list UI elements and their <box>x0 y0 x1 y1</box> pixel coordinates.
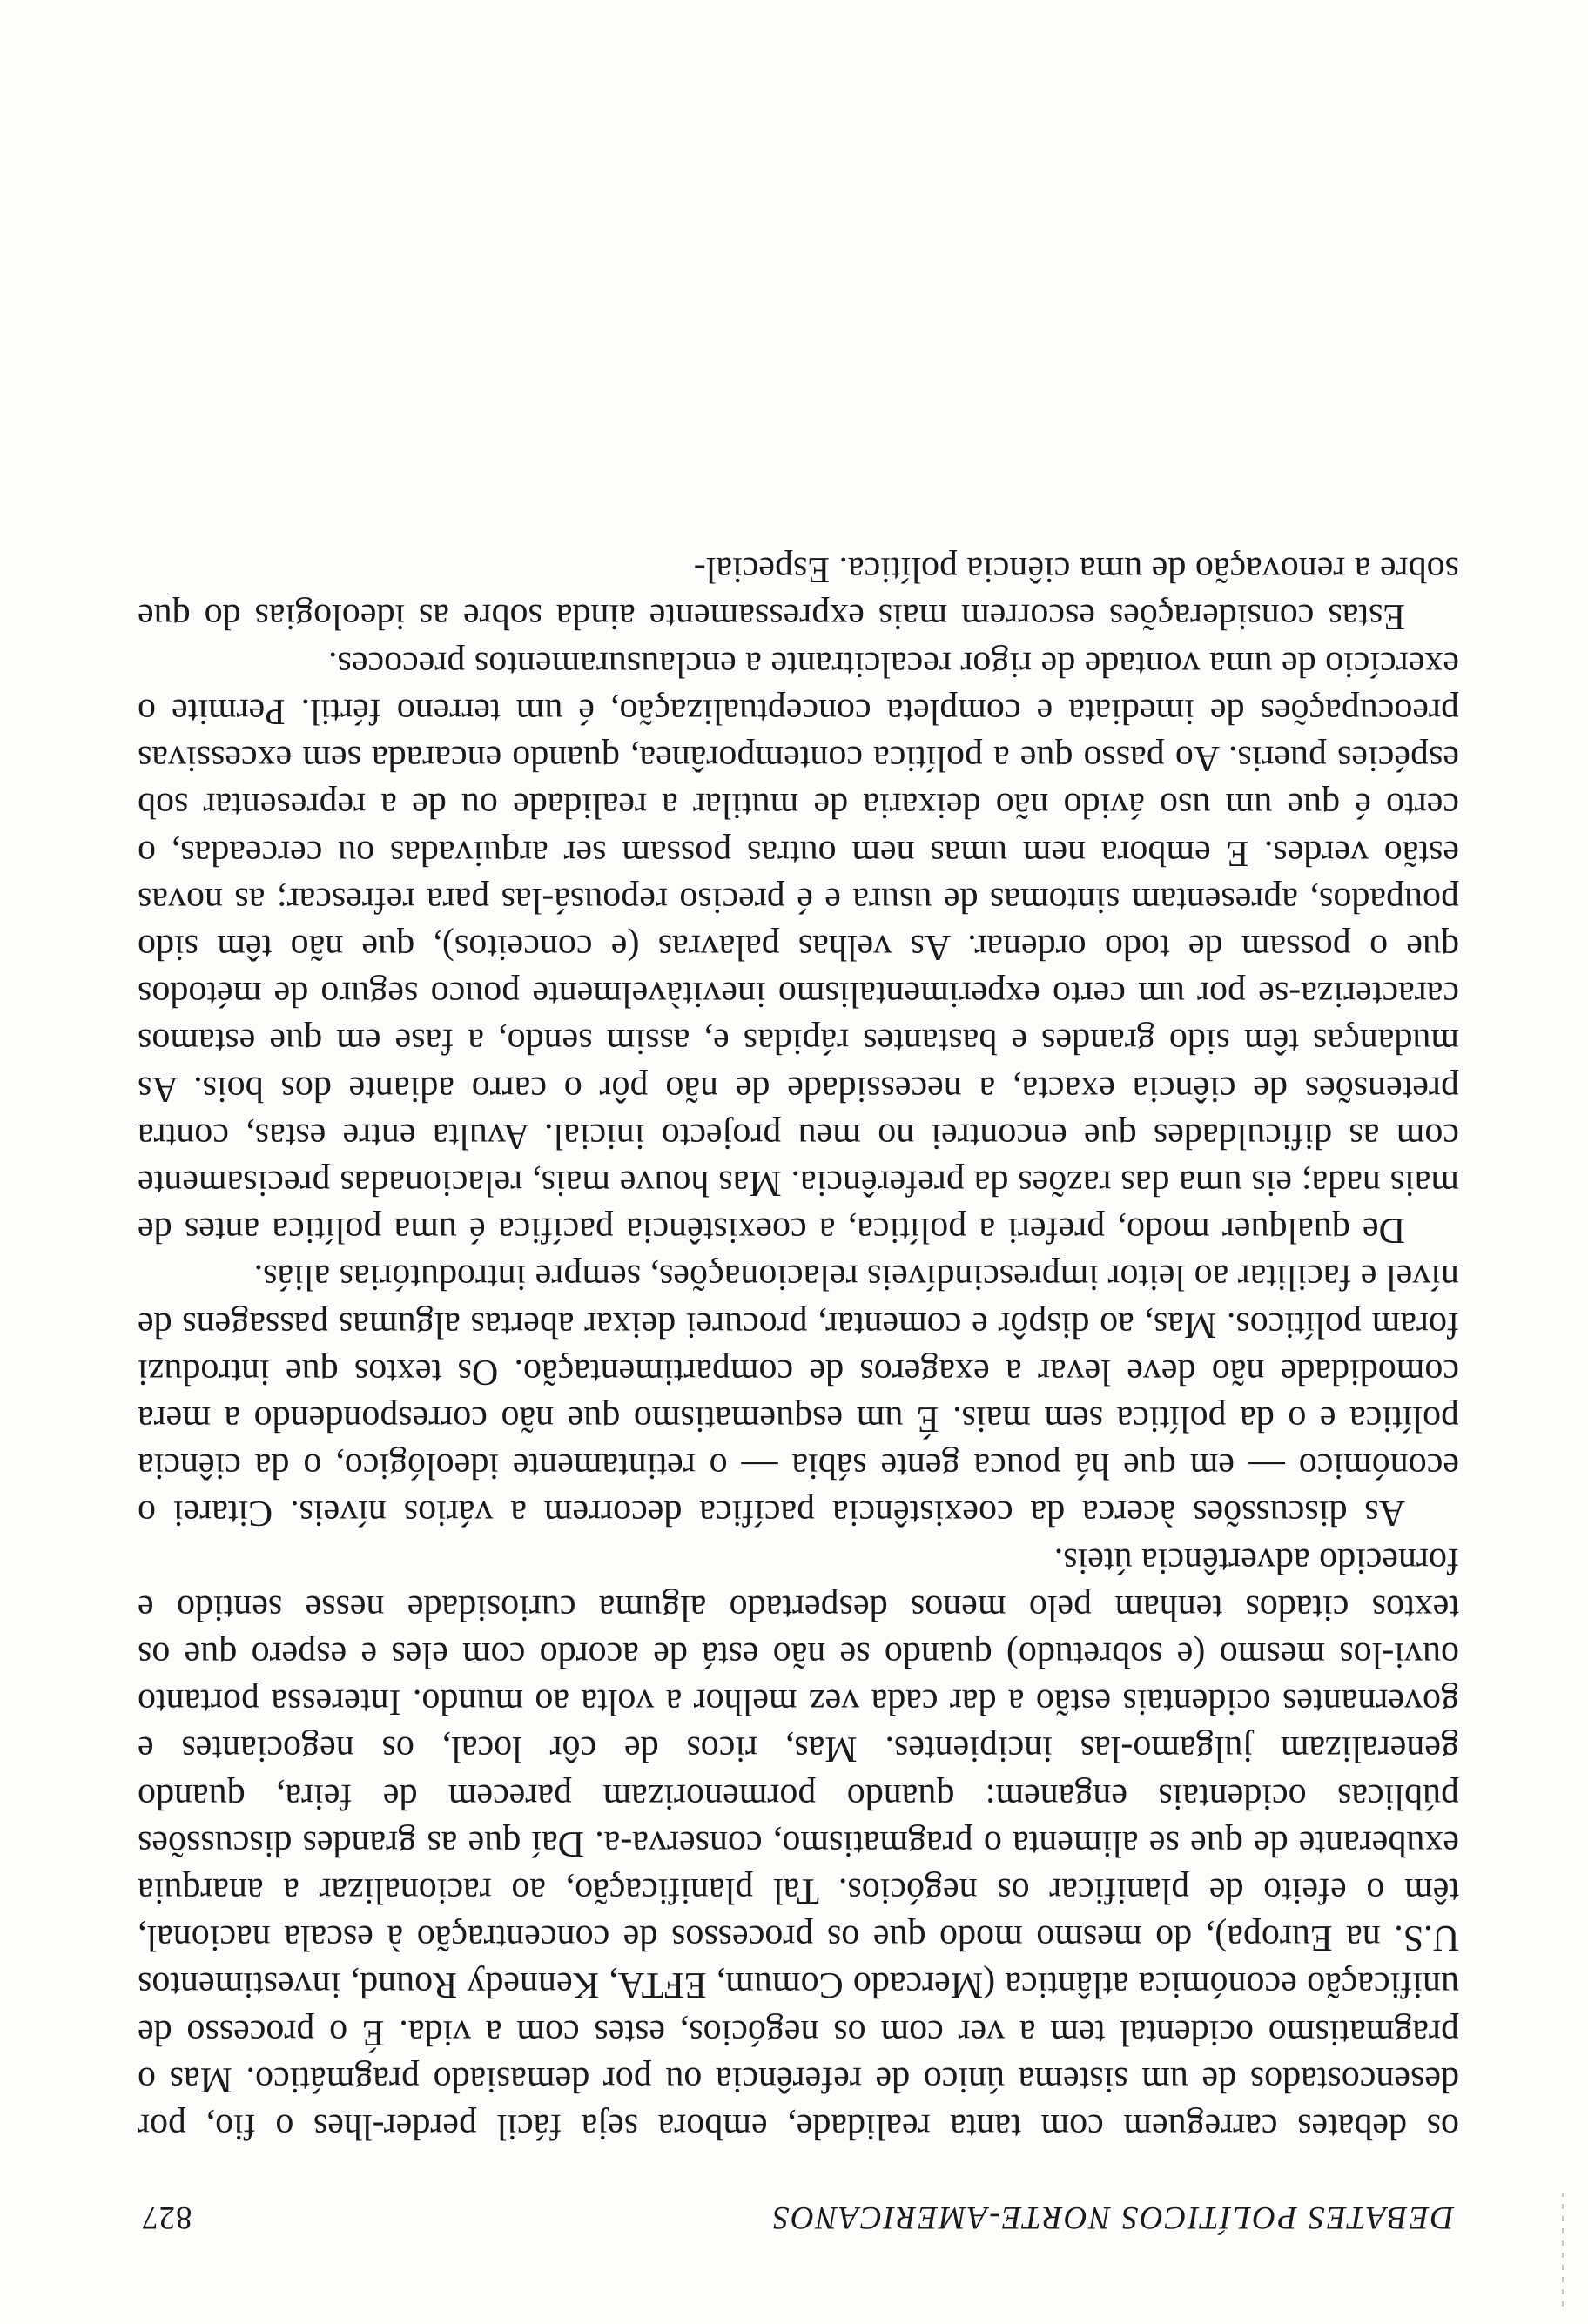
paragraph-continuation: os debates carreguem com tanta realidade, embora seja fácil perder-lhes o fio, por desencostados de um sistema único de referência ou por demasiado pragmático. Mas o pragmatismo ocidental tem a ver com os negócios, estes com a vida. É o processo de unificação económica atlântica (Mercado Comum, EFTA, Kennedy Round, investimentos U.S. na Europa), do mesmo modo que os processos de concentração à escala nacional, têm o efeito de planificar os negócios. Tal planificação, ao racionalizar a anarquia exuberante de que se alimenta o pragmatismo, conserva-a. Daí que as grandes discussões públicas ocidentais enganem: quando pormenorizam parecem de feira, quando generalizam julgamo-las incipientes. Mas, ricos de côr local, os negociantes e governantes ocidentais estão a dar cada vez melhor a volta ao mundo. Interessa portanto ouvi-los mesmo (e sobretudo) quando se não está de acordo com eles e espero que os textos citados tenham pelo menos despertado alguma curiosidade nesse sentido e fornecido advertência úteis. <box>138 1540 1459 2146</box>
scan-margin-mark <box>1562 2193 1564 2307</box>
text-block <box>138 546 1459 2247</box>
paragraph: Estas considerações escorrem mais expressamente ainda sobre as ideologias do que sobre a renovação de uma ciência política. Especial- <box>138 549 1459 637</box>
page-number: 827 <box>141 2200 192 2235</box>
body-text <box>138 546 1459 2150</box>
running-head <box>138 2186 1459 2247</box>
paragraph: De qualquer modo, preferi a política, a coexistência pacífica é uma política antes de mais nada; eis uma das razões da preferência. Mas houve mais, relacionadas precisamente com as dificuldades que encontrei no meu projecto inicial. Avulta entre estas, contra pretensões de ciência exacta, a necessidade de não pôr o carro adiante dos bois. As mudanças têm sido grandes e bastantes rápidas e, assim sendo, a fase em que estamos caracteriza-se por um certo experimentalismo inevitàvelmente pouco seguro de métodos que o possam de todo ordenar. As velhas palavras (e conceitos), que não têm sido poupados, apresentam sintomas de usura e é preciso repousá-las para refrescar; as novas estão verdes. E embora nem umas nem outras possam ser arquivadas ou cerceadas, o certo é que um uso ávido não deixaria de mutilar a realidade ou de a representar sob espécies pueris. Ao passo que a política contemporânea, quando encarada sem excessivas preocupações de imediata e completa conceptualização, é um terreno fértil. Permite o exercício de uma vontade de rigor recalcitrante a enclausuramentos precoces. <box>138 643 1459 1251</box>
running-head-title: DEBATES POLÍTICOS NORTE-AMERICANOS <box>771 2200 1454 2235</box>
paragraph: As discussões àcerca da coexistência pacífica decorrem a vários níveis. Citarei o económico — em que há pouca gente sábia — o retintamente ideológico, o da ciência política e o da política sem mais. É um esquematismo que não correspondendo a mera comodidade não deve levar a exageros de compartimentação. Os textos que introduzi foram políticos. Mas, ao dispôr e comentar, procurei deixar abertas algumas passagens de nível e facilitar ao leitor imprescindíveis relacionações, sempre introdutórias aliás. <box>138 1257 1459 1534</box>
